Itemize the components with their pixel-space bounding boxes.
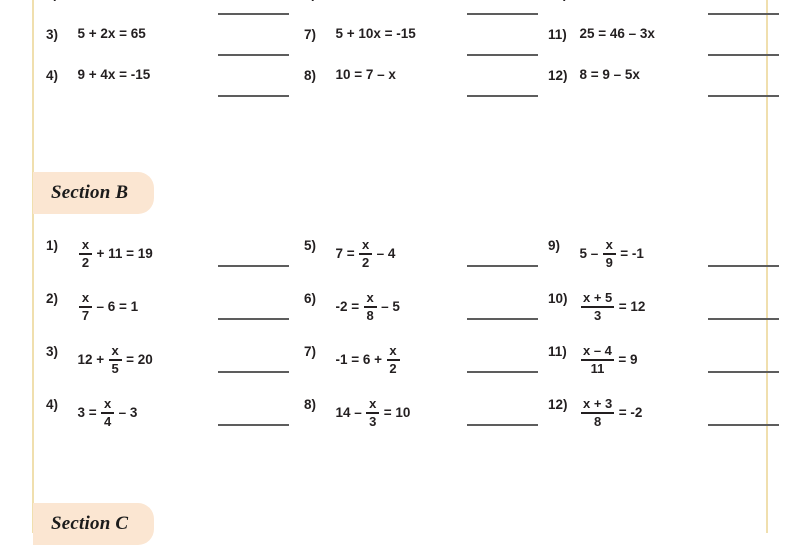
problem-number: 2) [46,291,59,306]
equation-expression [334,68,397,82]
problem-number: 11) [548,27,567,42]
fraction [364,291,377,323]
section-b-header [33,172,154,214]
fraction-numerator: x + 5 [583,290,613,305]
problem-cell [289,27,534,68]
equation-text: 3 = [77,405,97,421]
equation-expression [334,238,397,270]
equation-expression [76,27,147,41]
answer-blank[interactable] [708,371,779,373]
fraction-numerator: x [111,343,119,358]
equation-text: + 11 = 19 [96,246,153,262]
answer-blank[interactable] [467,318,538,320]
problem-cell [33,27,289,68]
equation-text: – 4 [376,246,396,262]
problem-number: 9) [548,238,561,253]
fraction-numerator: x [366,290,374,305]
equation-expression [76,344,154,376]
equation-expression [334,291,401,323]
problem-number: 3) [46,344,59,359]
answer-blank[interactable] [218,95,289,97]
fraction-numerator: x [81,237,90,252]
section-b-problem-grid [33,238,766,450]
problem-number: 1) [46,238,59,253]
equation-expression [578,397,644,429]
answer-blank[interactable] [708,13,779,15]
fraction [359,238,372,270]
equation-expression [578,238,645,270]
fraction [79,291,92,323]
problem-number: 8) [304,397,317,412]
equation-expression [76,291,140,323]
problem-number: 4) [46,68,59,83]
problem-number: 12) [548,68,568,83]
fraction-denominator: 3 [369,414,377,430]
answer-blank[interactable] [467,95,538,97]
answer-blank[interactable] [467,13,538,15]
section-c-label: Section C [51,513,129,534]
answer-blank[interactable] [467,371,538,373]
fraction-denominator: 11 [590,361,605,377]
problem-cell [534,27,766,68]
equation-text: 9 + 4x = -15 [77,67,151,82]
fraction-denominator: 3 [594,308,602,324]
equation-expression [578,27,656,41]
problem-row [33,68,766,109]
answer-blank[interactable] [218,371,289,373]
section-a-problem-grid [33,0,766,109]
equation-expression [334,397,412,429]
fraction-denominator: 2 [362,255,370,271]
equation-text: 10 = 7 – x [335,67,396,82]
equation-expression [76,238,154,270]
equation-text: 25 = 46 – 3x [579,26,655,41]
equation-expression [76,68,152,82]
problem-number [304,0,334,1]
fraction [101,397,114,429]
fraction-numerator: x [605,237,613,252]
fraction-denominator: 9 [605,255,613,271]
fraction-denominator: 5 [111,361,119,377]
problem-row [33,27,766,68]
problem-row [33,344,766,397]
fraction-denominator: 4 [104,414,112,430]
equation-text: – 6 = 1 [96,299,139,315]
equation-text: = 12 [618,299,646,315]
answer-blank[interactable] [708,424,779,426]
equation-expression [578,291,647,323]
equation-text: = 9 [618,352,638,368]
problem-number: 4) [46,397,59,412]
problem-row [33,0,766,27]
fraction-numerator: x [81,290,90,305]
equation-text: – 3 [118,405,138,421]
fraction-denominator: 2 [81,255,90,271]
equation-text: 12 + [77,352,105,368]
problem-row [33,291,766,344]
equation-text: 5 + 2x = 65 [77,26,146,41]
problem-number: 6) [304,291,317,306]
fraction [109,344,122,376]
answer-blank[interactable] [708,95,779,97]
answer-blank[interactable] [467,265,538,267]
answer-blank[interactable] [708,318,779,320]
fraction [581,397,614,429]
problem-cell [289,68,534,109]
fraction [581,291,614,323]
fraction-numerator: x [369,396,377,411]
section-c-header [33,503,154,545]
equation-text: = 20 [126,352,153,368]
equation-text: = -2 [618,405,643,421]
fraction-denominator: 7 [81,308,90,324]
equation-text: -2 = [335,299,360,315]
fraction-denominator: 8 [594,414,602,430]
equation-text: 5 + 10x = -15 [335,26,416,41]
fraction [387,344,400,376]
problem-number [548,0,578,1]
equation-text: 8 = 9 – 5x [579,67,640,82]
problem-number: 3) [46,27,59,42]
fraction [79,238,92,270]
equation-expression [334,27,417,41]
problem-number: 12) [548,397,568,412]
fraction-numerator: x [389,343,397,358]
equation-expression [76,397,139,429]
fraction-numerator: x – 4 [583,343,612,358]
fraction-numerator: x [104,396,112,411]
equation-expression [334,344,403,376]
equation-text: – 5 [381,299,400,315]
problem-number: 7) [304,344,317,359]
equation-text: = -1 [620,246,644,262]
problem-row [33,238,766,291]
equation-text: -1 = 6 + [335,352,383,368]
fraction-denominator: 2 [389,361,397,377]
fraction-denominator: 8 [366,308,374,324]
answer-blank[interactable] [218,424,289,426]
answer-blank[interactable] [218,265,289,267]
fraction [603,238,616,270]
problem-row [33,397,766,450]
problem-number: 7) [304,27,317,42]
answer-blank[interactable] [708,54,779,56]
answer-blank[interactable] [218,13,289,15]
answer-blank[interactable] [708,265,779,267]
fraction [581,344,614,376]
problem-cell [534,68,766,109]
section-b-label: Section B [51,182,129,203]
fraction-numerator: x [362,237,370,252]
equation-expression [578,344,639,376]
problem-number: 5) [304,238,317,253]
answer-blank[interactable] [218,318,289,320]
problem-number [46,0,76,1]
fraction [366,397,379,429]
answer-blank[interactable] [218,54,289,56]
answer-blank[interactable] [467,54,538,56]
problem-number: 11) [548,344,567,359]
equation-text: 14 – [335,405,362,421]
equation-text: 7 = [335,246,355,262]
equation-expression [578,68,641,82]
equation-text: = 10 [383,405,411,421]
answer-blank[interactable] [467,424,538,426]
equation-text: 5 – [579,246,599,262]
fraction-numerator: x + 3 [583,396,613,411]
problem-number: 8) [304,68,317,83]
problem-cell [33,68,289,109]
problem-number: 10) [548,291,568,306]
